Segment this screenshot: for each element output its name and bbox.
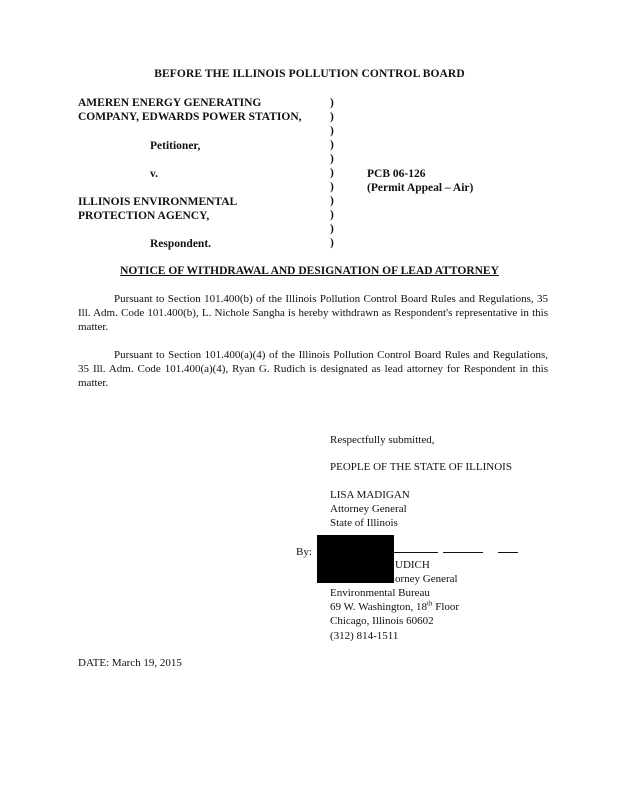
signature-line — [498, 552, 518, 553]
paren: ) — [330, 195, 334, 207]
paren: ) — [330, 125, 334, 137]
respondent-role: Respondent. — [150, 238, 212, 250]
withdrawal-paragraph: Pursuant to Section 101.400(b) of the Illinois Pollution Control Board Rules and Regulations, 35 Ill. Adm. Code 101.400(b), L. Nichole Sangha is hereby withdrawn as Respondent's representative in this matter. — [78, 293, 548, 333]
paren: ) — [330, 139, 334, 151]
signature-line — [392, 552, 438, 553]
respondent-name-line2: PROTECTION AGENCY, — [78, 210, 210, 222]
paren: ) — [330, 167, 334, 179]
paren: ) — [330, 223, 334, 235]
address-street-suffix: Floor — [432, 601, 460, 613]
paren: ) — [330, 153, 334, 165]
paren: ) — [330, 111, 334, 123]
closing: Respectfully submitted, — [330, 434, 435, 446]
date-line: DATE: March 19, 2015 — [78, 657, 182, 669]
petitioner-role: Petitioner, — [150, 140, 201, 152]
bureau: Environmental Bureau — [330, 587, 430, 599]
ag-title: Attorney General — [330, 503, 407, 515]
signature-line — [443, 552, 483, 553]
caption-parentheses — [330, 96, 334, 250]
respondent-name-line1: ILLINOIS ENVIRONMENTAL — [78, 196, 238, 208]
address-street-sup: th — [427, 599, 433, 608]
redaction-box — [317, 535, 394, 583]
paren: ) — [330, 181, 334, 193]
ag-state: State of Illinois — [330, 517, 398, 529]
signer-title: orney General — [395, 573, 458, 585]
signer-name: UDICH — [395, 559, 430, 571]
address-street — [330, 600, 459, 614]
petitioner-name-line1: AMEREN ENERGY GENERATING — [78, 97, 262, 109]
petitioner-name-line2: COMPANY, EDWARDS POWER STATION, — [78, 111, 302, 123]
address-city: Chicago, Illinois 60602 — [330, 615, 434, 627]
by-label: By: — [296, 546, 312, 558]
ag-name: LISA MADIGAN — [330, 489, 410, 501]
paren: ) — [330, 97, 334, 109]
case-type: (Permit Appeal – Air) — [367, 182, 474, 194]
board-heading: BEFORE THE ILLINOIS POLLUTION CONTROL BOARD — [154, 68, 465, 80]
phone: (312) 814-1511 — [330, 630, 399, 642]
paren: ) — [330, 209, 334, 221]
versus: v. — [150, 168, 158, 180]
notice-title: NOTICE OF WITHDRAWAL AND DESIGNATION OF LEAD ATTORNEY — [120, 265, 499, 277]
case-number: PCB 06-126 — [367, 168, 426, 180]
designation-paragraph: Pursuant to Section 101.400(a)(4) of the Illinois Pollution Control Board Rules and Regulations, 35 Ill. Adm. Code 101.400(a)(4), Ryan G. Rudich is designated as lead attorney for Respondent in this matter. — [78, 349, 548, 389]
party-name: PEOPLE OF THE STATE OF ILLINOIS — [330, 461, 512, 473]
paren: ) — [330, 237, 334, 249]
address-street-prefix: 69 W. Washington, 18 — [330, 601, 428, 613]
